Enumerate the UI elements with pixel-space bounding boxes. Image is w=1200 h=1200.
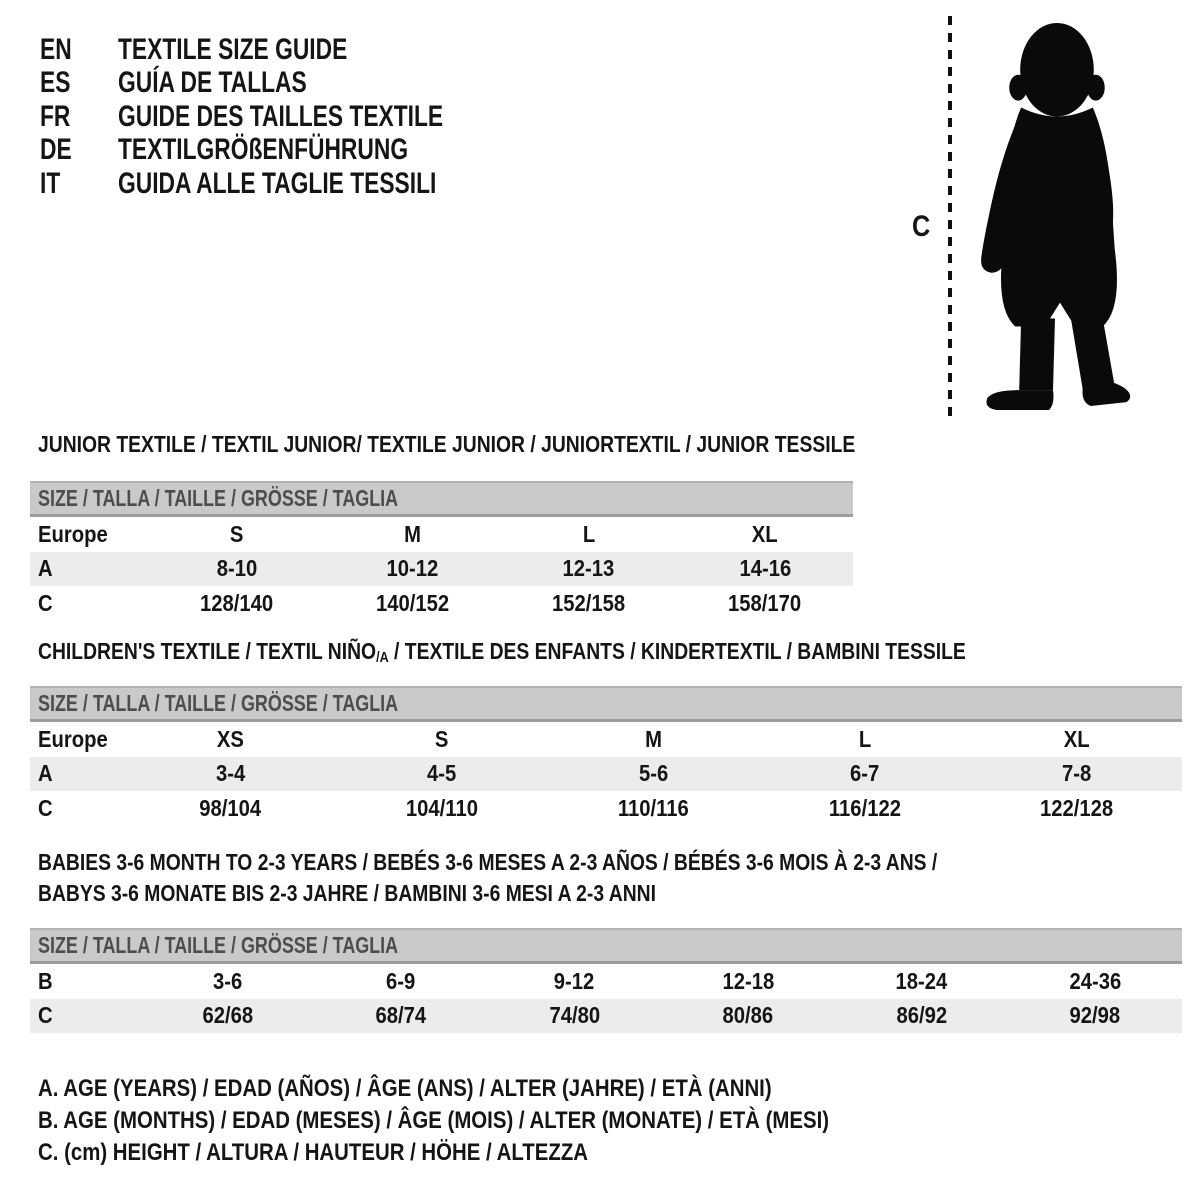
table-cell: 3-6	[212, 967, 243, 994]
table-cell: 8-10	[216, 555, 257, 582]
table-cell: M	[404, 520, 422, 547]
table-cell: M	[644, 725, 662, 752]
table-row	[30, 757, 1182, 792]
table-cell: 158/170	[728, 589, 802, 616]
table-cell: 6-7	[850, 760, 880, 787]
children-size-table	[30, 686, 1182, 826]
table-cell: 140/152	[376, 589, 450, 616]
table-cell: 110/116	[617, 794, 689, 821]
row-label: A	[38, 760, 53, 787]
language-title: GUIDE DES TAILLES TEXTILE	[118, 99, 444, 133]
row-label: C	[38, 589, 53, 616]
table-cell: 6-9	[386, 967, 416, 994]
table-row	[30, 791, 1182, 826]
table-cell: 12-13	[562, 555, 615, 582]
table-cell: 7-8	[1061, 760, 1091, 787]
language-title: TEXTILGRÖßENFÜHRUNG	[118, 133, 409, 167]
table-cell: S	[229, 520, 244, 547]
row-label: B	[38, 967, 53, 994]
table-row	[30, 552, 853, 587]
toddler-silhouette	[963, 20, 1143, 418]
language-row	[40, 33, 546, 67]
size-header-bar: SIZE / TALLA / TAILLE / GRÖSSE / TAGLIA	[30, 928, 1182, 964]
table-cell: 68/74	[375, 1002, 427, 1029]
note-a: A. AGE (YEARS) / EDAD (AÑOS) / ÂGE (ANS) / ALTER (JAHRE) / ETÀ (ANNI)	[38, 1075, 772, 1102]
size-header-bar: SIZE / TALLA / TAILLE / GRÖSSE / TAGLIA	[30, 481, 853, 517]
table-cell: 24-36	[1069, 967, 1122, 994]
table-cell: XS	[216, 725, 244, 752]
row-label: A	[38, 555, 53, 582]
language-code: DE	[40, 133, 72, 167]
table-row	[30, 964, 1182, 999]
children-section-title: CHILDREN'S TEXTILE / TEXTIL NIÑO/A / TEXTILE DES ENFANTS / KINDERTEXTIL / BAMBINI TESSILE	[38, 638, 966, 666]
language-code: EN	[40, 32, 72, 66]
legend-notes	[38, 1073, 969, 1169]
language-code: IT	[40, 166, 61, 200]
row-label: C	[38, 1002, 53, 1029]
note-c: C. (cm) HEIGHT / ALTURA / HAUTEUR / HÖHE / ALTEZZA	[38, 1139, 589, 1166]
table-cell: S	[434, 725, 449, 752]
table-cell: 10-12	[386, 555, 439, 582]
language-code: ES	[40, 66, 71, 100]
language-title-block	[40, 33, 546, 201]
height-measure-label: C	[912, 210, 931, 243]
row-label: Europe	[38, 520, 108, 547]
row-label: Europe	[38, 725, 108, 752]
table-cell: 116/122	[828, 794, 901, 821]
note-b: B. AGE (MONTHS) / EDAD (MESES) / ÂGE (MOIS) / ALTER (MONATE) / ETÀ (MESI)	[38, 1107, 830, 1134]
table-cell: 128/140	[199, 589, 274, 616]
table-cell: XL	[1063, 725, 1090, 752]
table-cell: 3-4	[215, 760, 245, 787]
table-row	[30, 722, 1182, 757]
language-code: FR	[40, 99, 71, 133]
junior-section-title: JUNIOR TEXTILE / TEXTIL JUNIOR/ TEXTILE JUNIOR / JUNIORTEXTIL / JUNIOR TESSILE	[38, 431, 856, 457]
language-title: GUIDA ALLE TAGLIE TESSILI	[118, 166, 437, 200]
table-cell: L	[858, 725, 871, 752]
table-cell: 86/92	[896, 1002, 947, 1029]
table-row	[30, 517, 853, 552]
language-row	[40, 67, 546, 101]
table-cell: 80/86	[722, 1002, 774, 1029]
height-measure-figure	[890, 0, 1200, 440]
height-dashed-line	[948, 16, 952, 416]
table-cell: 92/98	[1069, 1002, 1121, 1029]
table-cell: 122/128	[1039, 794, 1113, 821]
table-cell: 5-6	[638, 760, 668, 787]
table-cell: 104/110	[405, 794, 478, 821]
size-header-bar: SIZE / TALLA / TAILLE / GRÖSSE / TAGLIA	[30, 686, 1182, 722]
babies-section-title: BABIES 3-6 MONTH TO 2-3 YEARS / BEBÉS 3-6 MESES A 2-3 AÑOS / BÉBÉS 3-6 MOIS À 2-3 ANS / BABYS 3-6 MONATE BIS 2-3 JAHRE / BAMBINI 3-6 MESI A 2-3 ANNI	[38, 849, 938, 906]
table-cell: 9-12	[554, 967, 595, 994]
table-cell: 14-16	[739, 555, 791, 582]
table-cell: 74/80	[549, 1002, 600, 1029]
table-cell: 152/158	[552, 589, 626, 616]
table-cell: 98/104	[199, 794, 262, 821]
table-cell: 12-18	[722, 967, 774, 994]
table-cell: 4-5	[427, 760, 457, 787]
table-cell: 18-24	[895, 967, 948, 994]
nino-a-subscript: /A	[376, 649, 389, 666]
table-cell: 62/68	[202, 1002, 253, 1029]
table-row	[30, 586, 853, 621]
table-cell: L	[582, 520, 595, 547]
row-label: C	[38, 794, 53, 821]
table-row	[30, 999, 1182, 1034]
language-row	[40, 134, 546, 168]
babies-size-table	[30, 928, 1182, 1033]
language-row	[40, 100, 546, 134]
junior-size-table	[30, 481, 853, 621]
language-title: GUÍA DE TALLAS	[118, 66, 307, 100]
language-title: TEXTILE SIZE GUIDE	[118, 32, 348, 66]
table-cell: XL	[751, 520, 778, 547]
language-row	[40, 167, 546, 201]
